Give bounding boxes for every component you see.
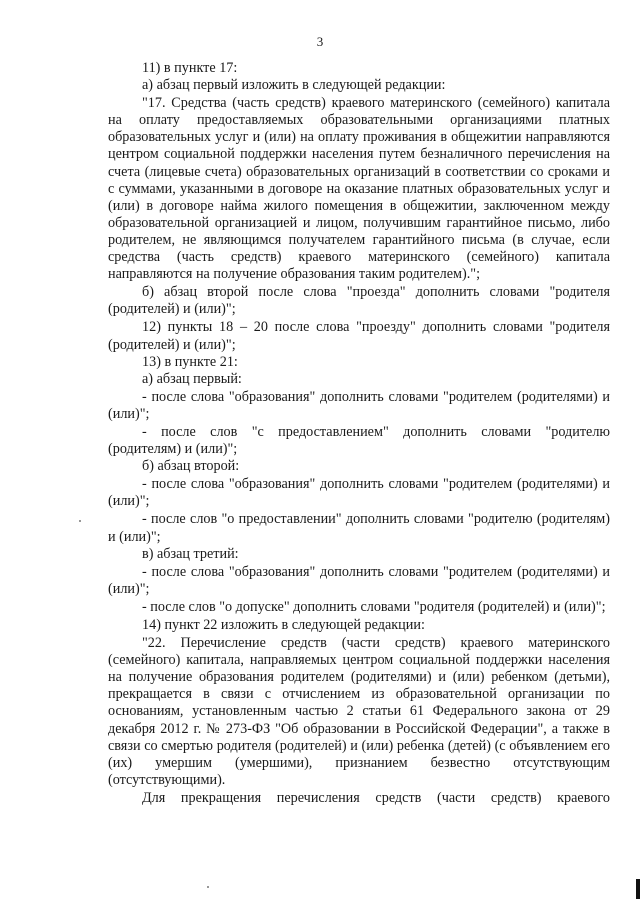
paragraph: - после слова "образования" дополнить словами "родителем (родителями) и (или)";	[108, 476, 610, 510]
paragraph: "22. Перечисление средств (части средств) краевого материнского (семейного) капитала, направляемых центром социальной поддержки населения на получение образования родителем (родителями) и (или) ребенком (детьми), прекращается в связи с отчислением из образовательной организации по основаниям, установленным частью 2 статьи 61 Федерального закона от 29 декабря 2012 г. № 273-ФЗ "Об образовании в Российской Федерации", а также в связи со смертью родителя (родителей) и (или) ребенка (детей) (с объявлением его (их) умершим (умершими), признанием безвестно отсутствующим (отсутствующими).	[108, 635, 610, 788]
scan-speck	[79, 520, 81, 522]
paragraph: Для прекращения перечисления средств (части средств) краевого	[142, 789, 610, 806]
paragraph: - после слова "образования" дополнить словами "родителем (родителями) и (или)";	[108, 563, 610, 597]
paragraph: б) абзац второй после слова "проезда" дополнить словами "родителя (родителей) и (или)";	[108, 284, 610, 318]
paragraph: 12) пункты 18 – 20 после слова "проезду" дополнить словами "родителя (родителей) и (или)";	[108, 319, 610, 353]
document-body	[108, 60, 610, 807]
paragraph: б) абзац второй:	[142, 458, 240, 475]
paragraph: - после слов "о допуске" дополнить словами "родителя (родителей) и (или)";	[142, 598, 606, 615]
paragraph: а) абзац первый:	[142, 370, 242, 387]
paragraph: в) абзац третий:	[142, 545, 239, 562]
page-number: 3	[316, 34, 324, 49]
paragraph: 11) в пункте 17:	[142, 60, 238, 76]
paragraph: - после слова "образования" дополнить словами "родителем (родителями) и (или)";	[108, 388, 610, 422]
paragraph: 13) в пункте 21:	[142, 353, 238, 370]
paragraph: 14) пункт 22 изложить в следующей редакции:	[142, 617, 425, 633]
scan-speck	[207, 886, 209, 888]
paragraph: а) абзац первый изложить в следующей редакции:	[142, 77, 446, 94]
paragraph: - после слов "о предоставлении" дополнить словами "родителю (родителям) и (или)";	[108, 511, 610, 545]
paragraph: - после слов "с предоставлением" дополнить словами "родителю (родителям) и (или)";	[108, 423, 610, 458]
scan-edge-mark	[636, 879, 640, 899]
paragraph: "17. Средства (часть средств) краевого материнского (семейного) капитала на оплату предоставляемых образовательными организациями платных образовательных услуг и (или) на оплату проживания в общежитии направляются центром социальной поддержки населения путем безналичного перечисления на счета (лицевые счета) образовательных организаций в соответствии со сроками и с суммами, указанными в договоре на оказание платных образовательных услуг и (или) в договоре найма жилого помещения в общежитии, заключенном между образовательной организацией и лицом, получившим гарантийное письмо, либо родителем, не являющимся получателем гарантийного письма (в случае, если средства (часть средств) краевого материнского (семейного) капитала направляются на получение образования таким родителем).";	[108, 95, 610, 283]
